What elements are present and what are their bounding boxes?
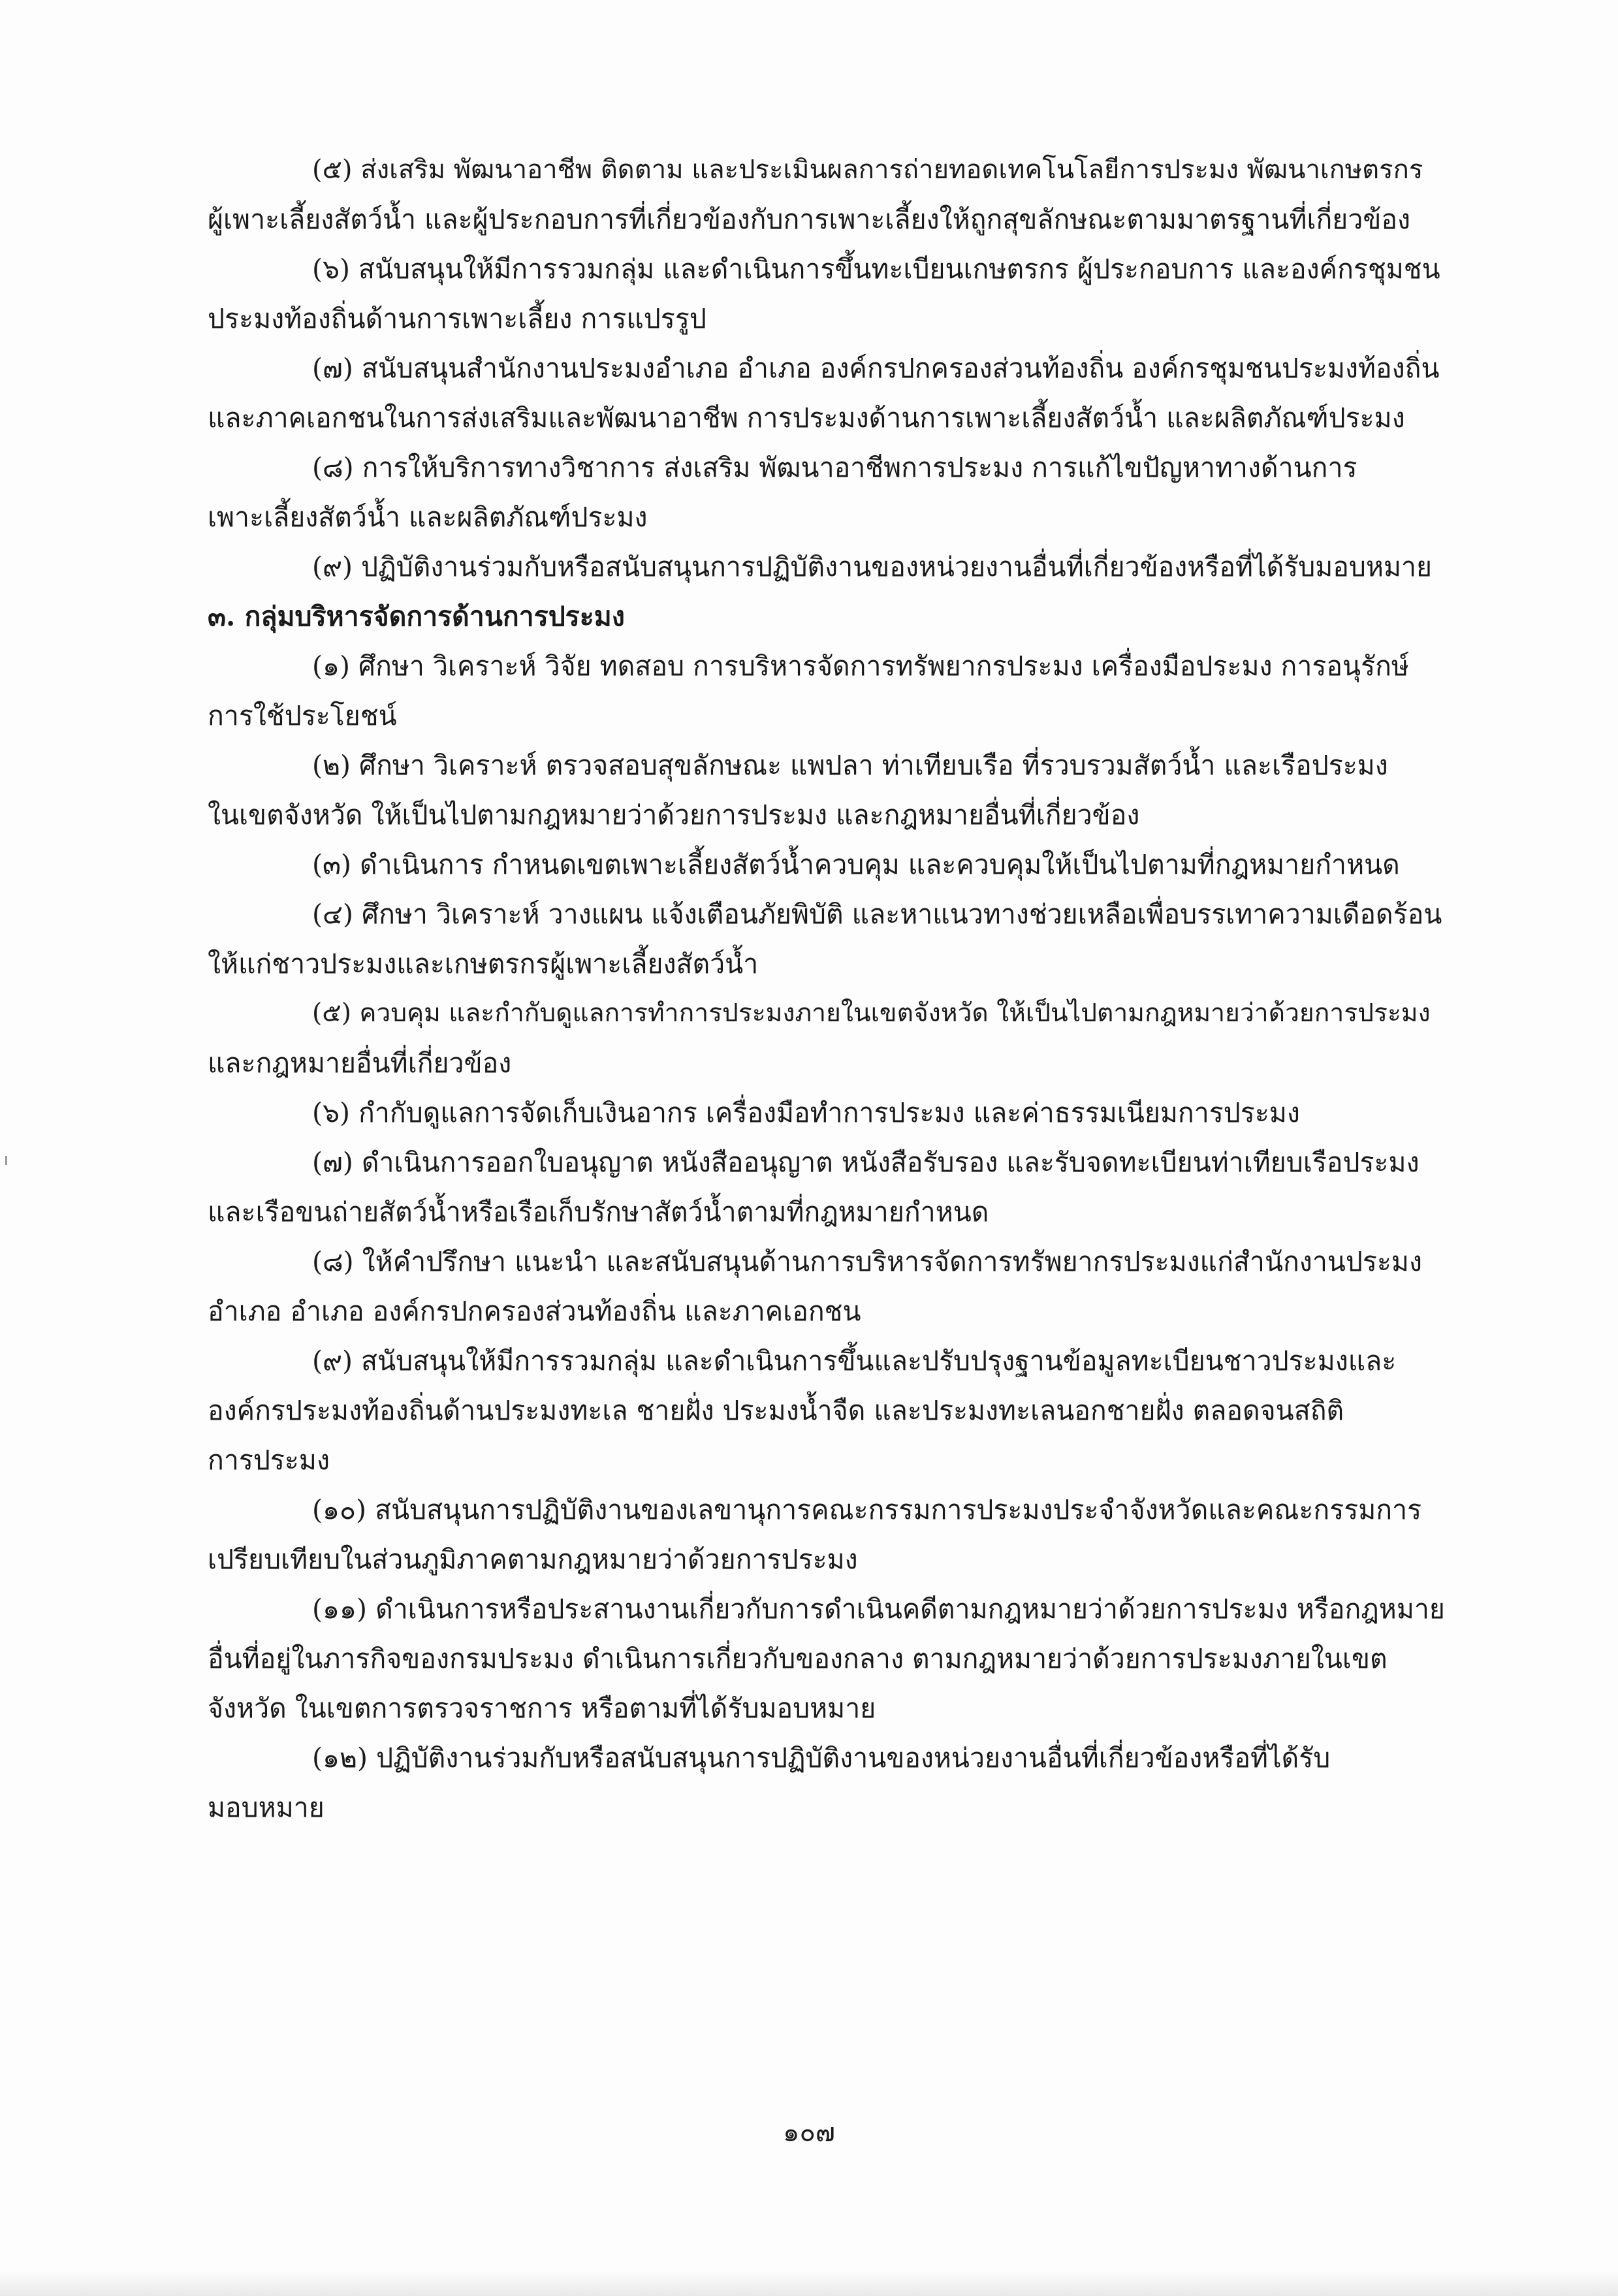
scan-edge	[0, 2271, 1618, 2296]
paragraph-line: (๒) ศึกษา วิเคราะห์ ตรวจสอบสุขลักษณะ แพปลา ท่าเทียบเรือ ที่รวบรวมสัตว์น้ำ และเรือประมง	[312, 750, 1388, 781]
paragraph	[208, 889, 1448, 989]
paragraph-line: (๓) ดำเนินการ กำหนดเขตเพาะเลี้ยงสัตว์น้ำควบคุม และควบคุมให้เป็นไปตามที่กฎหมายกำหนด	[312, 849, 1400, 880]
paragraph	[208, 443, 1448, 542]
paragraph-line: องค์กรประมงท้องถิ่นด้านประมงทะเล ชายฝั่ง ประมงน้ำจืด และประมงทะเลนอกชายฝั่ง ตลอดจนสถิติ	[208, 1395, 1344, 1426]
paragraph	[208, 641, 1448, 741]
paragraph	[208, 542, 1448, 592]
section-heading: ๓. กลุ่มบริหารจัดการด้านการประมง	[208, 601, 625, 632]
paragraph-line: อื่นที่อยู่ในภารกิจของกรมประมง ดำเนินการเกี่ยวกับของกลาง ตามกฎหมายว่าด้วยการประมงภายในเขต	[208, 1643, 1388, 1674]
paragraph-line: (๑๐) สนับสนุนการปฏิบัติงานของเลขานุการคณะกรรมการประมงประจำจังหวัดและคณะกรรมการ	[312, 1494, 1422, 1525]
paragraph	[208, 1485, 1448, 1584]
paragraph-line: (๗) ดำเนินการออกใบอนุญาต หนังสืออนุญาต หนังสือรับรอง และรับจดทะเบียนท่าเทียบเรือประมง	[312, 1147, 1420, 1178]
paragraph	[208, 1138, 1448, 1237]
paragraph-line: ผู้เพาะเลี้ยงสัตว์น้ำ และผู้ประกอบการที่เกี่ยวข้องกับการเพาะเลี้ยงให้ถูกสุขลักษณะตามมาตรฐานที่เกี่ยวข้อง	[208, 204, 1411, 235]
paragraph	[208, 840, 1448, 889]
paragraph-line: (๖) สนับสนุนให้มีการรวมกลุ่ม และดำเนินการขึ้นทะเบียนเกษตรกร ผู้ประกอบการ และองค์กรชุมชน	[312, 253, 1440, 285]
paragraph	[208, 145, 1448, 244]
paragraph-line: เพาะเลี้ยงสัตว์น้ำ และผลิตภัณฑ์ประมง	[208, 502, 648, 533]
paragraph-line: (๑๒) ปฏิบัติงานร่วมกับหรือสนับสนุนการปฏิบัติงานของหน่วยงานอื่นที่เกี่ยวข้องหรือที่ได้รับ	[312, 1742, 1331, 1774]
paragraph-line: มอบหมาย	[208, 1792, 325, 1823]
paragraph-line: เปรียบเทียบในส่วนภูมิภาคตามกฎหมายว่าด้วยการประมง	[208, 1544, 858, 1575]
paragraph-line: จังหวัด ในเขตการตรวจราชการ หรือตามที่ได้รับมอบหมาย	[208, 1693, 876, 1724]
paragraph-line: และกฎหมายอื่นที่เกี่ยวข้อง	[208, 1047, 512, 1079]
document-body	[208, 145, 1448, 1832]
paragraph	[208, 1733, 1448, 1832]
paragraph	[208, 1584, 1448, 1733]
paragraph-line: (๙) ปฏิบัติงานร่วมกับหรือสนับสนุนการปฏิบัติงานของหน่วยงานอื่นที่เกี่ยวข้องหรือที่ได้รับมอบหมาย	[312, 551, 1433, 582]
page-number: ๑๐๗	[783, 2118, 835, 2148]
paragraph	[208, 343, 1448, 443]
paragraph-line: (๙) สนับสนุนให้มีการรวมกลุ่ม และดำเนินการขึ้นและปรับปรุงฐานข้อมูลทะเบียนชาวประมงและ	[312, 1345, 1397, 1377]
paragraph-line: ให้แก่ชาวประมงและเกษตรกรผู้เพาะเลี้ยงสัตว์น้ำ	[208, 948, 759, 980]
paragraph	[208, 1237, 1448, 1336]
paragraph-line: (๘) การให้บริการทางวิชาการ ส่งเสริม พัฒนาอาชีพการประมง การแก้ไขปัญหาทางด้านการ	[312, 452, 1357, 483]
paragraph-line: (๕) ควบคุม และกำกับดูแลการทำการประมงภายในเขตจังหวัด ให้เป็นไปตามกฎหมายว่าด้วยการประมง	[312, 998, 1431, 1028]
paragraph	[208, 1088, 1448, 1138]
paragraph-line: การใช้ประโยชน์	[208, 700, 397, 731]
paragraph-line: การประมง	[208, 1444, 330, 1476]
scan-artifact	[5, 1156, 7, 1165]
paragraph	[208, 989, 1448, 1088]
paragraph-line: (๗) สนับสนุนสำนักงานประมงอำเภอ อำเภอ องค์กรปกครองส่วนท้องถิ่น องค์กรชุมชนประมงท้องถิ่น	[312, 353, 1440, 384]
paragraph-line: และภาคเอกชนในการส่งเสริมและพัฒนาอาชีพ การประมงด้านการเพาะเลี้ยงสัตว์น้ำ และผลิตภัณฑ์ประมง	[208, 402, 1405, 434]
paragraph-line: อำเภอ อำเภอ องค์กรปกครองส่วนท้องถิ่น และภาคเอกชน	[208, 1296, 861, 1327]
paragraph-line: (๔) ศึกษา วิเคราะห์ วางแผน แจ้งเตือนภัยพิบัติ และหาแนวทางช่วยเหลือเพื่อบรรเทาความเดือดร้อน	[312, 899, 1442, 930]
paragraph-line: และเรือขนถ่ายสัตว์น้ำหรือเรือเก็บรักษาสัตว์น้ำตามที่กฎหมายกำหนด	[208, 1196, 989, 1228]
paragraph-line: (๖) กำกับดูแลการจัดเก็บเงินอากร เครื่องมือทำการประมง และค่าธรรมเนียมการประมง	[312, 1097, 1300, 1128]
paragraph	[208, 1336, 1448, 1485]
paragraph-line: ในเขตจังหวัด ให้เป็นไปตามกฎหมายว่าด้วยการประมง และกฎหมายอื่นที่เกี่ยวข้อง	[208, 799, 1140, 831]
paragraph	[208, 741, 1448, 840]
paragraph-line: ประมงท้องถิ่นด้านการเพาะเลี้ยง การแปรรูป	[208, 303, 706, 334]
paragraph-line: (๘) ให้คำปรึกษา แนะนำ และสนับสนุนด้านการบริหารจัดการทรัพยากรประมงแก่สำนักงานประมง	[312, 1246, 1422, 1277]
paragraph-line: (๑๑) ดำเนินการหรือประสานงานเกี่ยวกับการดำเนินคดีตามกฎหมายว่าด้วยการประมง หรือกฎหมาย	[312, 1593, 1445, 1625]
paragraph	[208, 244, 1448, 343]
paragraph-line: (๑) ศึกษา วิเคราะห์ วิจัย ทดสอบ การบริหารจัดการทรัพยากรประมง เครื่องมือประมง การอนุรักษ์	[312, 650, 1409, 682]
paragraph-line: (๕) ส่งเสริม พัฒนาอาชีพ ติดตาม และประเมินผลการถ่ายทอดเทคโนโลยีการประมง พัฒนาเกษตรกร	[312, 155, 1423, 185]
